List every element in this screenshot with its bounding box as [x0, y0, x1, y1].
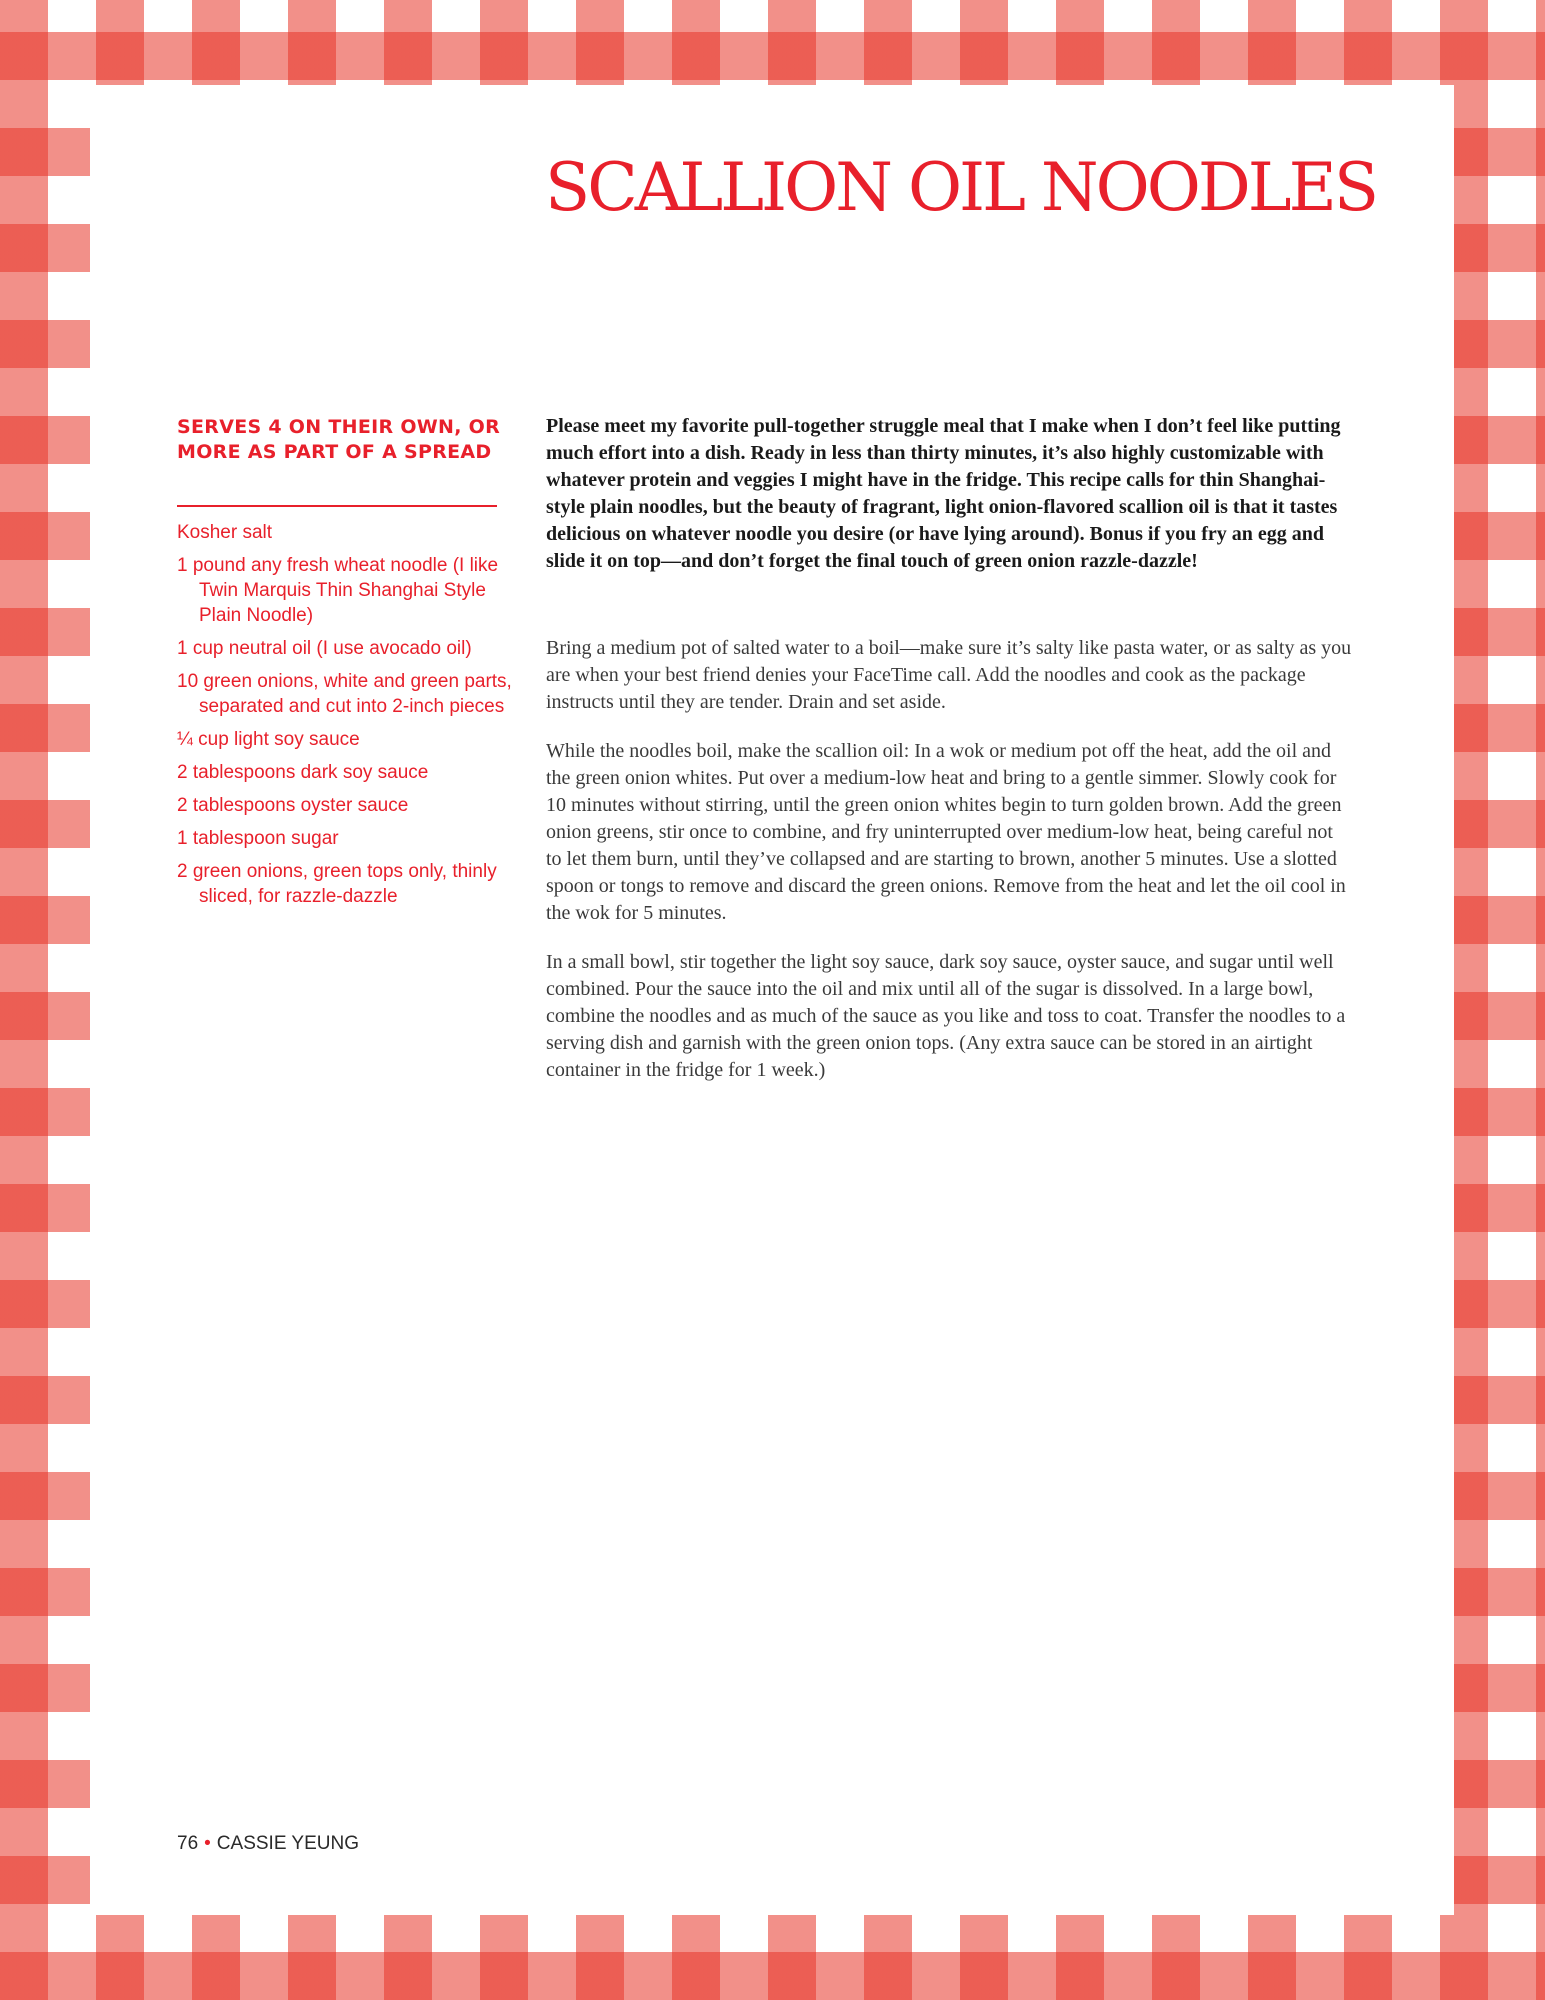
ingredient-item: 1 cup neutral oil (I use avocado oil) — [177, 638, 472, 659]
page-number: 76 — [177, 1833, 199, 1854]
ingredient-item: Kosher salt — [177, 522, 273, 543]
recipe-step: In a small bowl, stir together the light soy sauce, dark soy sauce, oyster sauce, and sugar until well combined. Pour the sauce into the oil and mix until all of the sugar is dissolved. In a large bowl, combine the noodles and as much of the sauce as you like and toss to coat. Transfer the noodles to a serving dish and garnish with the green onion tops. (Any extra sauce can be stored in an airtight container in the fridge for 1 week.) — [546, 951, 1346, 1081]
recipe-title: SCALLION OIL NOODLES — [545, 149, 1377, 226]
ingredient-item: 1 tablespoon sugar — [177, 828, 339, 849]
ingredient-item: 2 tablespoons dark soy sauce — [177, 762, 429, 783]
ingredient-item: 2 tablespoons oyster sauce — [177, 795, 409, 816]
recipe-step: Bring a medium pot of salted water to a boil—make sure it’s salty like pasta water, or as salty as you are when your best friend denies your FaceTime call. Add the noodles and cook as the package instructs until they are tender. Drain and set aside. — [546, 637, 1352, 713]
recipe-body — [546, 413, 1352, 1106]
serves-divider — [177, 505, 497, 507]
page-footer — [177, 1833, 359, 1855]
ingredient-list — [177, 520, 517, 917]
recipe-intro: Please meet my favorite pull-together struggle meal that I make when I don’t feel like putting much effort into a dish. Ready in less than thirty minutes, it’s also highly customizable with whatever protein and veggies I might have in the fridge. This recipe calls for thin Shanghai-style plain noodles, but the beauty of fragrant, light onion-flavored scallion oil is that it tastes delicious on whatever noodle you desire (or have lying around). Bonus if you fry an egg and slide it on top—and don’t forget the final touch of green onion razzle-dazzle! — [546, 415, 1341, 572]
ingredient-item: 2 green onions, green tops only, thinly sliced, for razzle-dazzle — [177, 861, 497, 907]
author-name: CASSIE YEUNG — [216, 1833, 359, 1854]
cookbook-page — [90, 85, 1454, 1915]
ingredient-item: 1 pound any fresh wheat noodle (I like Twin Marquis Thin Shanghai Style Plain Noodle) — [177, 555, 499, 626]
ingredient-item: ¼ cup light soy sauce — [177, 729, 360, 750]
recipe-step: While the noodles boil, make the scallion oil: In a wok or medium pot off the heat, add the oil and the green onion whites. Put over a medium-low heat and bring to a gentle simmer. Slowly cook for 10 minutes without stirring, until the green onion whites begin to turn golden brown. Add the green onion greens, stir once to combine, and fry uninterrupted over medium-low heat, being careful not to let them burn, until they’ve collapsed and are starting to brown, another 5 minutes. Use a slotted spoon or tongs to remove and discard the green onions. Remove from the heat and let the oil cool in the wok for 5 minutes. — [546, 740, 1346, 924]
ingredient-item: 10 green onions, white and green parts, separated and cut into 2-inch pieces — [177, 671, 512, 717]
footer-bullet: • — [204, 1833, 211, 1854]
serves-note: SERVES 4 ON THEIR OWN, OR MORE AS PART OF A SPREAD — [177, 416, 501, 463]
